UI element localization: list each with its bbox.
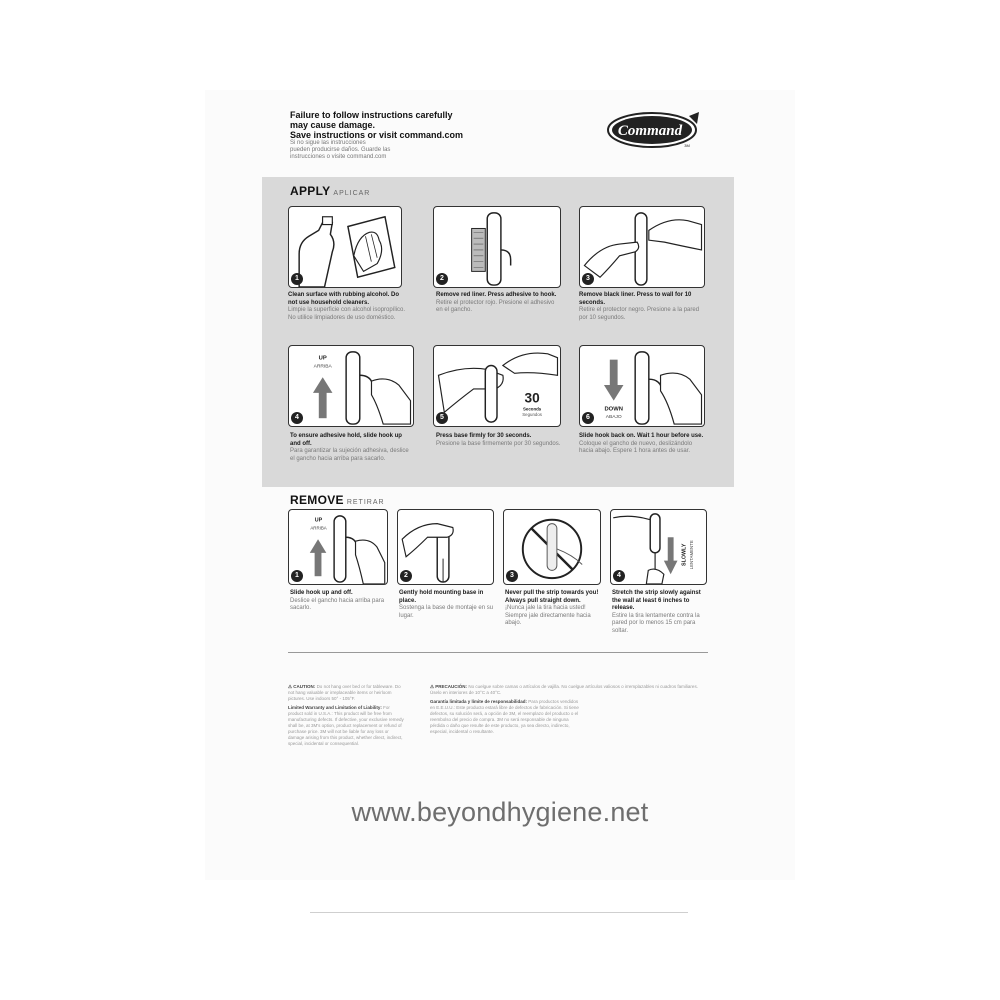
caption-es: Presione la base firmemente por 30 segundos.: [436, 440, 561, 447]
fineprint-left: [288, 684, 404, 747]
caption-es: Estire la tira lentamente contra la pared por lo menos 15 cm para soltar.: [612, 612, 700, 634]
caption-en: Clean surface with rubbing alcohol. Do not use household cleaners.: [288, 292, 400, 306]
caption-es: Retire el protector negro. Presione a la pared por 10 segundos.: [579, 307, 700, 321]
caption-en: Remove red liner. Press adhesive to hook.: [436, 292, 557, 298]
caption-en: To ensure adhesive hold, slide hook up and off.: [290, 433, 402, 447]
caption-en: Slide hook up and off.: [290, 590, 353, 596]
warning-sub-line: instrucciones o visite command.com: [290, 154, 387, 160]
logo-sub: 3M: [684, 143, 690, 148]
caption-es: Para garantizar la sujeción adhesiva, deslice el gancho hacia arriba para sacarlo.: [290, 448, 409, 462]
step-number: 1: [291, 273, 303, 285]
warranty-text: For product sold in U.S.A.: This product will be free from manufacturing defects. If defective, your exclusive remedy shall be, at 3M's option, product replacement or refund of purchase price. 3M will not be liable for any loss or damage arising from this product, whether direct, indirect, special, incidental or consequential.: [288, 705, 404, 746]
direction-label-es: ARRIBA: [310, 525, 327, 531]
warning-line: Failure to follow instructions carefully: [290, 110, 453, 120]
remove-step-4-illustration: [610, 509, 707, 585]
apply-step-5-caption: [436, 433, 562, 448]
step-number: 1: [291, 570, 303, 582]
apply-step-1-illustration: [288, 206, 402, 288]
caption-es: Retire el protector rojo. Presione el adhesivo en el gancho.: [436, 299, 555, 313]
apply-subtitle: APLICAR: [333, 190, 371, 197]
apply-step-4-illustration: [288, 345, 414, 427]
caution-es: ⚠ PRECAUCIÓN: No cuelgue sobre camas o artículos de vajilla. No cuelgue artículos valiosos o irremplazables ni cuadros familiares. Úselo en interiores de 10°C a 40°C.: [430, 684, 698, 695]
caution-text: Do not hang over bed or for tableware. Do not hang valuable or irreplaceable items or heirloom pictures. Use indoors 50° - 105°F.: [288, 684, 401, 701]
step-number: 3: [506, 570, 518, 582]
apply-step-6-caption: [579, 433, 707, 456]
caption-en: Press base firmly for 30 seconds.: [436, 433, 532, 439]
step-number: 4: [613, 570, 625, 582]
remove-step-4-caption: [612, 590, 709, 635]
step-number: 2: [400, 570, 412, 582]
warning-sub-line: Si no sigue las instrucciones: [290, 140, 366, 146]
website-url: www.beyondhygiene.net: [351, 797, 649, 827]
warranty-title-es: Garantía limitada y límite de responsabilidad:: [430, 699, 528, 704]
seconds-count: 30: [524, 390, 540, 406]
seconds-label: Seconds: [522, 406, 542, 412]
remove-step-3-illustration: [503, 509, 601, 585]
apply-step-3-caption: [579, 292, 705, 322]
caption-es: Deslice el gancho hacia arriba para sacarlo.: [290, 597, 385, 611]
caption-es: Coloque el gancho de nuevo, deslizándolo hacia abajo. Espere 1 hora antes de usar.: [579, 440, 693, 454]
caution-text-es: No cuelgue sobre camas o artículos de vajilla. No cuelgue artículos valiosos o irremplazables ni cuadros familiares. Úselo en interiores de 10°C a 40°C.: [430, 684, 698, 695]
seconds-label-es: Segundos: [522, 412, 542, 418]
remove-step-1-illustration: [288, 509, 388, 585]
warranty-es: [430, 699, 580, 735]
direction-label: UP: [314, 517, 323, 524]
direction-label-es: LENTAMENTE: [689, 540, 695, 570]
apply-step-6-illustration: [579, 345, 705, 427]
step-number: 4: [291, 412, 303, 424]
direction-label: SLOWLY: [681, 543, 688, 566]
bottom-rule: [310, 912, 688, 913]
apply-step-2-caption: [436, 292, 560, 315]
remove-title: REMOVE RETIRAR: [290, 493, 385, 507]
direction-label-es: ARRIBA: [313, 364, 332, 370]
remove-step-1-caption: [290, 590, 390, 613]
warning-line: Save instructions or visit command.com: [290, 130, 464, 140]
warning-header: [290, 110, 590, 161]
remove-subtitle: RETIRAR: [346, 499, 385, 506]
apply-title: APPLY APLICAR: [290, 184, 371, 198]
caption-en: Gently hold mounting base in place.: [399, 590, 484, 604]
section-divider: [288, 652, 708, 653]
command-logo: [605, 108, 703, 152]
caution-en: ⚠ CAUTION: Do not hang over bed or for tableware. Do not hang valuable or irreplaceable items or heirloom pictures. Use indoors 50° - 105°F.: [288, 684, 401, 701]
remove-step-2-illustration: [397, 509, 494, 585]
remove-step-3-caption: [505, 590, 605, 628]
caption-es: Sostenga la base de montaje en su lugar.: [399, 605, 494, 619]
direction-label: DOWN: [604, 406, 623, 413]
apply-step-2-illustration: [433, 206, 561, 288]
caution-title: CAUTION:: [293, 684, 316, 689]
apply-step-4-caption: [290, 433, 414, 463]
warranty-en: [288, 705, 404, 747]
logo-text: Command: [617, 123, 683, 139]
warning-line: may cause damage.: [290, 120, 376, 130]
caution-title-es: PRECAUCIÓN:: [435, 684, 468, 689]
warning-sub-line: pueden producirse daños. Guarde las: [290, 147, 391, 153]
caption-en: Slide hook back on. Wait 1 hour before use.: [579, 433, 704, 439]
step-number: 6: [582, 412, 594, 424]
caption-en: Stretch the strip slowly against the wall at least 6 inches to release.: [612, 590, 701, 611]
apply-step-3-illustration: [579, 206, 705, 288]
apply-step-5-illustration: [433, 345, 561, 427]
direction-label: UP: [318, 355, 327, 362]
direction-label-es: ABAJO: [605, 415, 622, 421]
caption-en: Remove black liner. Press to wall for 10 seconds.: [579, 292, 692, 306]
warranty-text-es: Para productos vendidos en E.E.U.U.: Este producto estará libre de defectos de fabricación. Si tiene defectos, su solución será, a opción de 3M, el reemplazo del producto o el reembolso del precio de compra. 3M no será responsable de ninguna pérdida o daño que resulte de este producto, ya sea directo, indirecto, especial, incidental o resultante.: [430, 699, 579, 734]
step-number: 2: [436, 273, 448, 285]
caption-en: Never pull the strip towards you! Always pull straight down.: [505, 590, 599, 604]
remove-step-2-caption: [399, 590, 496, 620]
apply-step-1-caption: [288, 292, 406, 322]
caption-es: Limpie la superficie con alcohol isopropílico. No utilice limpiadores de uso doméstico.: [288, 307, 406, 321]
step-number: 3: [582, 273, 594, 285]
caption-es: ¡Nunca jale la tira hacia usted! Siempre jale directamente hacia abajo.: [505, 605, 591, 626]
warranty-title: Limited Warranty and Limitation of Liability:: [288, 705, 382, 710]
step-number: 5: [436, 412, 448, 424]
fineprint-right: [430, 684, 708, 735]
